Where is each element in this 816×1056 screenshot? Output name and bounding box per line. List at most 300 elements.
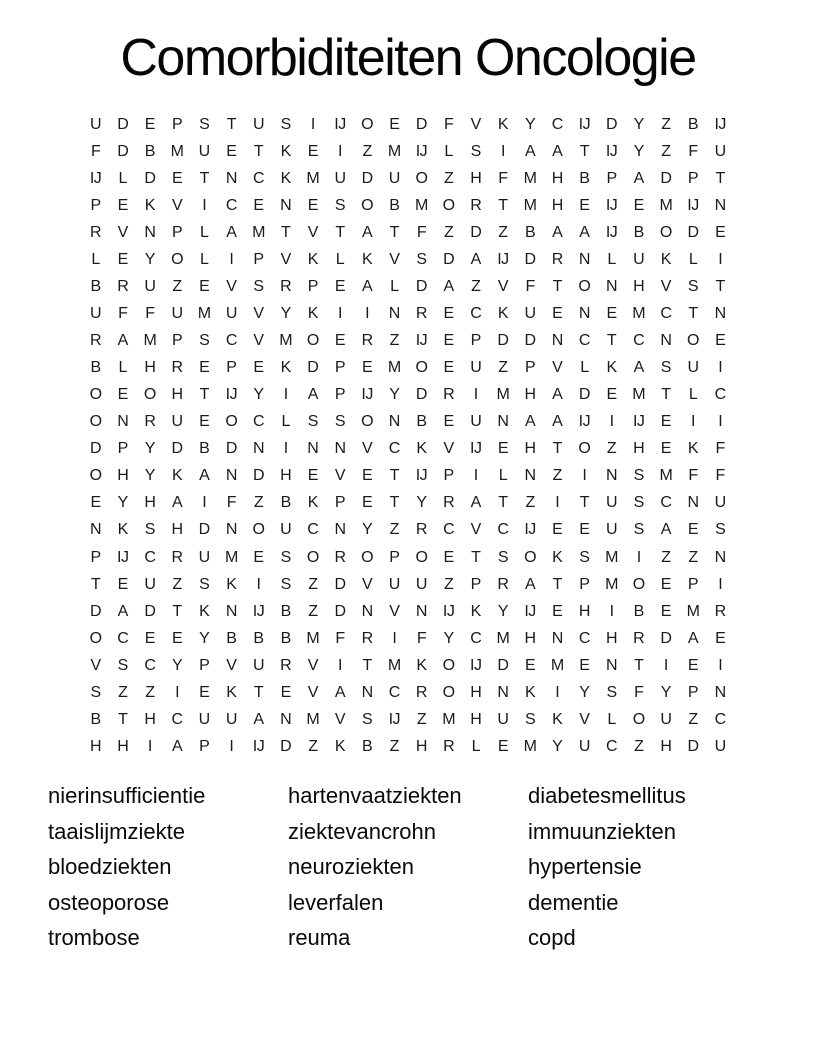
grid-letter: V [552,359,563,377]
grid-letter: O [415,169,428,187]
grid-letter: H [633,440,645,458]
grid-letter: B [389,196,400,214]
grid-letter: P [443,467,454,485]
grid-letter: E [117,250,128,268]
grid-letter: K [226,575,237,593]
grid-letter: E [362,467,373,485]
grid-letter: M [496,629,510,647]
grid-letter: R [415,683,427,701]
grid-letter: Y [633,142,644,160]
grid-letter: I [175,683,180,701]
grid-letter: N [714,548,726,566]
grid-letter: P [117,440,128,458]
grid-letter: K [660,250,671,268]
grid-letter: O [578,440,591,458]
grid-letter: P [470,332,481,350]
grid-letter: IJ [117,548,129,566]
grid-letter: U [660,710,672,728]
grid-letter: A [524,413,536,431]
grid-letter: O [415,359,428,377]
grid-letter: L [688,250,698,268]
grid-letter: E [389,115,400,133]
grid-letter: Y [552,737,563,755]
grid-letter: N [660,332,672,350]
grid-letter: IJ [687,196,699,214]
grid-letter: V [117,223,128,241]
grid-letter: F [688,467,698,485]
grid-letter: R [280,656,292,674]
grid-letter: N [606,277,618,295]
grid-letter: E [199,277,210,295]
grid-letter: O [442,196,455,214]
grid-letter: T [634,656,644,674]
grid-letter: E [497,440,508,458]
grid-letter: A [579,223,590,241]
grid-letter: IJ [578,413,591,431]
grid-letter: I [283,440,288,458]
grid-letter: O [143,386,156,404]
grid-letter: E [687,656,699,674]
grid-letter: E [606,386,617,404]
grid-letter: M [605,575,618,593]
grid-letter: F [226,494,236,512]
grid-letter: O [89,629,102,647]
grid-letter: IJ [252,602,265,620]
grid-letter: P [334,386,346,404]
grid-letter: T [715,277,725,295]
grid-letter: Z [525,494,535,512]
grid-letter: IJ [415,467,428,485]
grid-letter: S [334,413,346,431]
grid-letter: P [171,223,183,241]
grid-letter: A [253,710,264,728]
grid-letter: N [497,413,509,431]
grid-letter: L [607,710,616,728]
grid-letter: R [334,548,346,566]
grid-letter: O [442,656,455,674]
grid-letter: A [633,169,644,187]
grid-letter: P [389,548,400,566]
grid-letter: A [334,683,346,701]
grid-letter: K [524,683,536,701]
grid-letter: A [117,602,128,620]
grid-letter: V [334,467,346,485]
grid-letter: D [524,250,536,268]
grid-letter: C [225,196,237,214]
grid-letter: O [687,332,699,350]
grid-letter: M [605,548,618,566]
grid-letter: L [118,359,127,377]
grid-letter: Z [172,575,182,593]
grid-letter: K [199,602,210,620]
grid-letter: D [225,440,237,458]
grid-letter: H [470,169,482,187]
grid-letter: I [718,359,723,377]
grid-letter: E [117,196,128,214]
grid-letter: C [388,683,400,701]
grid-letter: N [252,440,265,458]
grid-letter: Z [634,737,644,755]
grid-letter: N [361,683,373,701]
grid-letter: H [280,467,292,485]
grid-letter: E [362,494,373,512]
grid-letter: D [524,332,536,350]
grid-letter: M [523,737,537,755]
grid-letter: P [171,332,183,350]
grid-letter: IJ [714,115,726,133]
grid-letter: S [280,115,291,133]
grid-letter: I [147,737,152,755]
grid-letter: T [362,656,372,674]
grid-letter: O [361,413,374,431]
grid-letter: B [199,440,210,458]
grid-letter: Y [389,386,400,404]
grid-letter: S [90,683,101,701]
grid-letter: Y [633,115,644,133]
grid-letter: R [470,196,482,214]
grid-letter: E [253,359,264,377]
grid-letter: A [470,250,481,268]
grid-letter: D [117,142,129,160]
grid-letter: V [334,710,346,728]
grid-letter: N [497,683,509,701]
grid-letter: T [552,575,562,593]
grid-letter: B [253,629,264,647]
grid-letter: H [90,737,102,755]
grid-letter: D [606,115,618,133]
grid-letter: K [362,250,373,268]
grid-letter: Z [253,494,264,512]
grid-letter: T [118,710,128,728]
grid-letter: T [389,467,399,485]
grid-letter: P [226,359,237,377]
grid-letter: F [498,169,508,187]
grid-letter: M [306,169,320,187]
grid-letter: H [144,359,156,377]
grid-letter: E [144,115,155,133]
grid-letter: E [687,521,699,539]
grid-letter: I [636,548,641,566]
grid-letter: F [145,304,155,322]
grid-letter: L [390,277,399,295]
grid-letter: D [144,602,156,620]
grid-letter: N [225,169,237,187]
grid-letter: N [551,332,563,350]
grid-letter: C [551,115,563,133]
grid-letter: C [470,304,482,322]
grid-letter: R [361,332,373,350]
grid-letter: E [117,386,128,404]
grid-letter: A [307,386,318,404]
grid-letter: S [334,196,346,214]
grid-letter: S [579,548,590,566]
grid-letter: T [471,548,481,566]
grid-letter: R [90,332,102,350]
word-item: dementie [528,889,619,915]
grid-letter: IJ [605,223,618,241]
grid-letter: V [579,710,590,728]
word-item: reuma [288,925,351,951]
grid-letter: O [361,548,374,566]
grid-letter: N [578,304,590,322]
grid-letter: N [388,304,400,322]
grid-letter: Y [144,440,155,458]
grid-letter: R [415,521,427,539]
grid-letter: IJ [524,602,536,620]
grid-letter: U [388,575,400,593]
grid-letter: E [497,737,508,755]
word-item: taaislijmziekte [48,818,185,844]
grid-letter: R [171,548,183,566]
grid-letter: E [199,413,210,431]
grid-letter: N [225,521,237,539]
grid-letter: P [687,683,699,701]
grid-letter: E [443,304,454,322]
grid-letter: S [633,521,644,539]
grid-letter: S [280,575,291,593]
grid-letter: N [551,629,563,647]
grid-letter: M [686,602,700,620]
grid-letter: K [307,250,318,268]
grid-letter: U [198,142,210,160]
grid-letter: E [660,413,671,431]
grid-letter: D [361,169,373,187]
grid-letter: N [307,440,319,458]
grid-letter: D [171,440,183,458]
grid-letter: T [579,142,590,160]
grid-letter: S [362,710,373,728]
grid-letter: O [89,413,102,431]
grid-letter: F [634,683,644,701]
grid-letter: U [225,304,237,322]
grid-letter: N [606,656,618,674]
grid-letter: D [660,629,672,647]
grid-letter: I [609,602,614,620]
grid-letter: T [172,602,182,620]
grid-letter: B [280,629,291,647]
grid-letter: IJ [470,656,482,674]
grid-letter: U [144,277,156,295]
grid-letter: Y [362,521,373,539]
grid-letter: IJ [334,115,346,133]
grid-letter: B [633,223,644,241]
grid-letter: P [199,737,210,755]
grid-letter: U [497,710,509,728]
grid-letter: D [415,386,427,404]
grid-letter: L [200,223,209,241]
grid-letter: B [90,359,101,377]
grid-letter: M [632,304,646,322]
grid-letter: P [171,115,183,133]
grid-letter: S [199,332,210,350]
grid-letter: S [497,548,508,566]
grid-letter: U [388,169,400,187]
grid-letter: V [171,196,183,214]
grid-letter: N [606,467,618,485]
grid-letter: O [252,521,265,539]
grid-letter: T [389,223,399,241]
grid-letter: E [715,332,726,350]
grid-letter: Z [308,737,318,755]
grid-letter: I [338,142,342,160]
grid-letter: S [117,656,128,674]
grid-letter: P [334,359,346,377]
grid-letter: E [171,629,183,647]
grid-letter: Z [172,277,182,295]
grid-letter: I [663,656,668,674]
grid-letter: H [470,710,482,728]
grid-letter: IJ [524,521,536,539]
grid-letter: IJ [361,386,373,404]
grid-letter: I [392,629,397,647]
grid-letter: IJ [388,710,401,728]
grid-letter: V [497,277,508,295]
grid-letter: C [578,629,590,647]
grid-letter: U [606,521,618,539]
grid-letter: B [280,602,291,620]
grid-letter: U [198,548,210,566]
grid-letter: K [416,440,427,458]
grid-letter: S [253,277,264,295]
grid-letter: A [470,494,481,512]
grid-letter: O [578,277,591,295]
grid-letter: L [498,467,508,485]
grid-letter: C [470,629,482,647]
grid-letter: C [144,656,156,674]
grid-letter: U [144,575,156,593]
grid-letter: A [552,413,563,431]
grid-letter: E [606,304,617,322]
grid-letter: K [416,656,427,674]
grid-letter: F [525,277,535,295]
grid-letter: O [361,196,374,214]
grid-letter: P [90,196,101,214]
grid-letter: U [90,115,102,133]
grid-letter: K [552,548,563,566]
grid-letter: D [415,115,427,133]
grid-letter: O [306,548,319,566]
grid-letter: K [334,737,346,755]
grid-letter: N [388,413,400,431]
grid-letter: E [362,359,373,377]
grid-letter: L [607,250,616,268]
grid-letter: D [497,656,509,674]
grid-letter: IJ [415,142,428,160]
grid-letter: U [171,304,183,322]
grid-letter: U [714,494,726,512]
grid-letter: E [280,683,291,701]
grid-letter: C [388,440,400,458]
grid-letter: H [524,386,536,404]
grid-letter: A [171,494,183,512]
word-list-column [288,778,528,956]
grid-letter: IJ [415,332,428,350]
grid-letter: C [606,737,618,755]
grid-letter: L [335,250,345,268]
grid-letter: E [253,548,264,566]
grid-letter: T [199,386,209,404]
word-item: ziektevancrohn [288,818,436,844]
word-item: bloedziekten [48,854,172,880]
grid-letter: E [253,196,264,214]
grid-letter: V [226,656,237,674]
grid-letter: I [229,250,234,268]
grid-letter: N [280,196,292,214]
word-item: nierinsufficientie [48,783,206,808]
grid-letter: O [524,548,537,566]
grid-letter: H [117,737,129,755]
word-item: immuunziekten [528,818,676,844]
grid-letter: E [334,277,346,295]
grid-letter: K [470,602,481,620]
grid-letter: A [117,332,128,350]
grid-letter: L [118,169,127,187]
grid-letter: O [415,548,428,566]
grid-letter: P [199,656,210,674]
grid-letter: I [582,467,587,485]
grid-letter: R [714,602,726,620]
grid-letter: O [171,250,184,268]
grid-letter: U [334,169,346,187]
grid-letter: Z [661,548,671,566]
grid-letter: T [498,196,508,214]
grid-letter: D [687,223,699,241]
grid-letter: I [365,304,370,322]
grid-letter: L [471,737,480,755]
grid-letter: N [578,250,590,268]
grid-letter: Z [389,332,399,350]
grid-letter: A [660,521,671,539]
grid-letter: Z [552,467,562,485]
grid-letter: M [632,386,646,404]
grid-letter: K [226,683,237,701]
grid-letter: F [118,304,128,322]
grid-letter: E [443,548,454,566]
grid-letter: U [470,359,482,377]
grid-letter: I [609,413,614,431]
grid-letter: T [606,332,617,350]
grid-letter: Y [579,683,590,701]
grid-letter: A [226,223,237,241]
grid-letter: T [199,169,209,187]
grid-letter: I [691,413,695,431]
grid-letter: D [307,359,319,377]
word-list [48,778,768,956]
grid-letter: C [171,710,183,728]
grid-letter: T [715,169,725,187]
grid-letter: T [253,683,264,701]
grid-letter: E [579,521,590,539]
grid-letter: S [660,359,671,377]
grid-letter: D [334,602,346,620]
grid-letter: C [252,413,265,431]
word-item: copd [528,925,576,951]
grid-letter: E [660,575,671,593]
grid-letter: U [198,710,210,728]
grid-letter: N [117,413,129,431]
word-item: trombose [48,925,140,951]
grid-letter: N [524,467,536,485]
grid-letter: H [470,683,482,701]
grid-letter: M [306,710,320,728]
grid-letter: T [688,304,698,322]
grid-letter: N [714,683,726,701]
grid-letter: T [552,277,562,295]
grid-letter: Y [497,602,508,620]
grid-letter: Z [362,142,372,160]
grid-letter: B [524,223,536,241]
grid-letter: R [415,304,427,322]
